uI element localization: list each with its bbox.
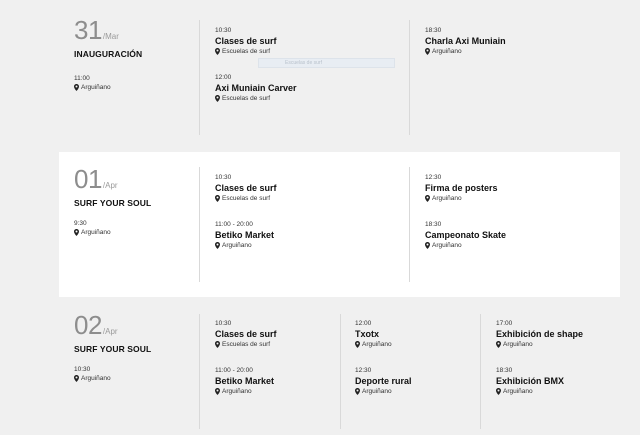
event-item[interactable]: [355, 320, 392, 348]
map-pin-icon: [355, 341, 360, 348]
day-month: /Apr: [102, 181, 118, 190]
event-item[interactable]: [215, 320, 277, 348]
column-divider: [340, 314, 341, 429]
day-number: 01: [74, 164, 102, 194]
event-time: 10:30: [215, 27, 232, 34]
day-time: 10:30: [74, 366, 91, 373]
drag-ghost-overlay: Escuelas de surf: [258, 58, 395, 68]
event-time: 11:00 - 20:00: [215, 367, 253, 374]
day-header: [74, 15, 204, 91]
map-pin-icon: [74, 84, 79, 91]
day-number: 31: [74, 15, 102, 45]
map-pin-icon: [425, 195, 430, 202]
map-pin-icon: [496, 341, 501, 348]
location-label: Arguiñano: [432, 195, 462, 202]
event-name[interactable]: Axi Muniain Carver: [215, 83, 297, 93]
day-title: SURF YOUR SOUL: [74, 344, 152, 354]
day-time: 11:00: [74, 75, 90, 82]
day-header: [74, 164, 204, 236]
event-location: [425, 48, 506, 55]
column-divider: [480, 314, 481, 429]
column-divider: [409, 167, 410, 282]
event-location: [215, 48, 277, 55]
event-time: 12:30: [425, 174, 442, 181]
event-name[interactable]: Deporte rural: [355, 376, 412, 386]
location-label: Arguiñano: [81, 84, 111, 91]
location-label: Escuelas de surf: [222, 95, 271, 102]
event-location: [215, 242, 274, 249]
location-label: Arguiñano: [81, 229, 111, 236]
day-location: [74, 375, 204, 382]
event-name[interactable]: Charla Axi Muniain: [425, 36, 506, 46]
event-time: 12:30: [355, 367, 372, 374]
event-location: [425, 195, 498, 202]
event-location: [355, 388, 412, 395]
event-time: 18:30: [496, 367, 513, 374]
location-label: Arguiñano: [432, 48, 462, 55]
location-label: Arguiñano: [503, 341, 533, 348]
event-item[interactable]: [215, 221, 274, 249]
day-date: [74, 15, 204, 46]
event-item[interactable]: [355, 367, 412, 395]
location-label: Arguiñano: [503, 388, 533, 395]
event-name[interactable]: Exhibición de shape: [496, 329, 584, 339]
day-date: [74, 164, 204, 195]
event-time: 12:00: [355, 320, 372, 327]
map-pin-icon: [74, 229, 79, 236]
location-label: Arguiñano: [81, 375, 111, 382]
event-item[interactable]: [215, 174, 277, 202]
map-pin-icon: [74, 375, 79, 382]
event-time: 12:00: [215, 74, 232, 81]
event-location: [215, 95, 297, 102]
event-location: [215, 195, 277, 202]
event-name[interactable]: Clases de surf: [215, 36, 277, 46]
day-block-02-apr: [59, 298, 620, 435]
event-name[interactable]: Clases de surf: [215, 183, 277, 193]
day-location: [74, 229, 204, 236]
event-time: 17:00: [496, 320, 513, 327]
day-date: [74, 310, 204, 341]
event-location: [425, 242, 506, 249]
map-pin-icon: [215, 341, 220, 348]
event-location: [355, 341, 392, 348]
event-time: 18:30: [425, 27, 442, 34]
column-divider: [199, 167, 200, 282]
event-time: 10:30: [215, 174, 232, 181]
location-label: Arguiñano: [362, 388, 392, 395]
event-item[interactable]: [496, 320, 583, 348]
event-location: [496, 388, 564, 395]
map-pin-icon: [215, 48, 220, 55]
location-label: Escuelas de surf: [222, 48, 271, 55]
event-time: 11:00 - 20:00: [215, 221, 253, 228]
event-item[interactable]: [425, 221, 506, 249]
event-location: [215, 341, 277, 348]
event-time: 18:30: [425, 221, 442, 228]
map-pin-icon: [215, 388, 220, 395]
day-header: [74, 310, 204, 382]
event-item[interactable]: [215, 367, 274, 395]
day-title: SURF YOUR SOUL: [74, 198, 152, 208]
day-block-01-apr: [59, 152, 620, 297]
day-title: INAUGURACIÓN: [74, 49, 143, 59]
day-number: 02: [74, 310, 102, 340]
map-pin-icon: [215, 195, 220, 202]
event-name[interactable]: Txotx: [355, 329, 380, 339]
day-time: 9:30: [74, 220, 87, 227]
column-divider: [199, 20, 200, 135]
event-item[interactable]: [215, 27, 277, 55]
event-item[interactable]: [215, 74, 297, 102]
map-pin-icon: [425, 242, 430, 249]
event-item[interactable]: [425, 27, 506, 55]
map-pin-icon: [355, 388, 360, 395]
event-name[interactable]: Firma de posters: [425, 183, 498, 193]
column-divider: [409, 20, 410, 135]
day-location: [74, 84, 204, 91]
map-pin-icon: [215, 95, 220, 102]
event-location: [496, 341, 583, 348]
event-item[interactable]: [496, 367, 564, 395]
day-block-31-mar: [59, 0, 620, 145]
event-location: [215, 388, 274, 395]
event-name[interactable]: Betiko Market: [215, 230, 275, 240]
column-divider: [199, 314, 200, 429]
event-name[interactable]: Exhibición BMX: [496, 376, 565, 386]
location-label: Arguiñano: [222, 242, 252, 249]
map-pin-icon: [425, 48, 430, 55]
day-month: /Apr: [102, 327, 118, 336]
map-pin-icon: [215, 242, 220, 249]
location-label: Escuelas de surf: [222, 341, 271, 348]
map-pin-icon: [496, 388, 501, 395]
location-label: Arguiñano: [432, 242, 462, 249]
location-label: Arguiñano: [222, 388, 252, 395]
day-month: /Mar: [102, 32, 119, 41]
event-time: 10:30: [215, 320, 232, 327]
event-name[interactable]: Clases de surf: [215, 329, 277, 339]
event-item[interactable]: [425, 174, 498, 202]
event-name[interactable]: Campeonato Skate: [425, 230, 507, 240]
location-label: Arguiñano: [362, 341, 392, 348]
event-name[interactable]: Betiko Market: [215, 376, 275, 386]
location-label: Escuelas de surf: [222, 195, 271, 202]
